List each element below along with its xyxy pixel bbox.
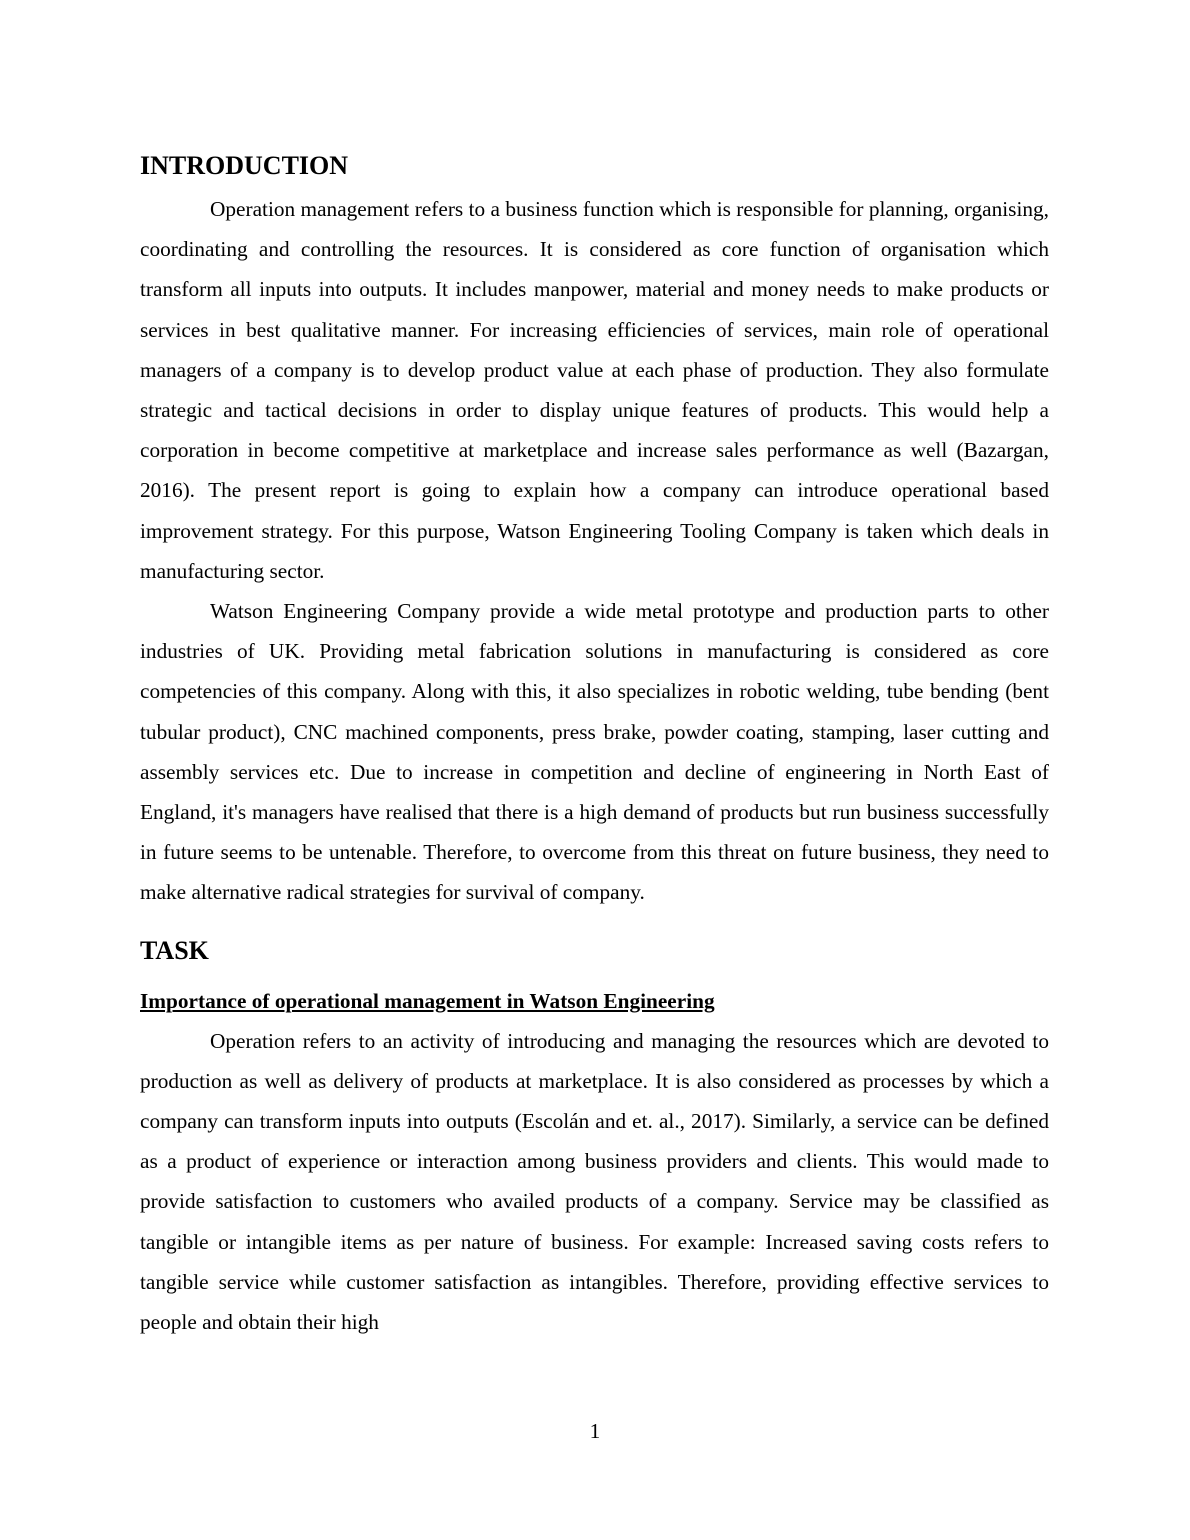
task-subheading: Importance of operational management in Watson Engineering (140, 988, 715, 1013)
document-page (140, 146, 1049, 1342)
task-heading: TASK (140, 935, 209, 965)
page-number: 1 (589, 1419, 601, 1443)
intro-paragraph-1: Operation management refers to a business function which is responsible for planning, organising, coordinating and controlling the resources. It is considered as core function of organisation which transform all inputs into outputs. It includes manpower, material and money needs to make products or services in best qualitative manner. For increasing efficiencies of services, main role of operational managers of a company is to develop product value at each phase of production. They also formulate strategic and tactical decisions in order to display unique features of products. This would help a corporation in become competitive at marketplace and increase sales performance as well (Bazargan, 2016). The present report is going to explain how a company can introduce operational based improvement strategy. For this purpose, Watson Engineering Tooling Company is taken which deals in manufacturing sector. (140, 197, 1049, 583)
introduction-heading: INTRODUCTION (140, 151, 349, 180)
intro-paragraph-2: Watson Engineering Company provide a wide metal prototype and production parts to other industries of UK. Providing metal fabrication solutions in manufacturing is considered as core competencies of this company. Along with this, it also specializes in robotic welding, tube bending (bent tubular product), CNC machined components, press brake, powder coating, stamping, laser cutting and assembly services etc. Due to increase in competition and decline of engineering in North East of England, it's managers have realised that there is a high demand of products but run business successfully in future seems to be untenable. Therefore, to overcome from this threat on future business, they need to make alternative radical strategies for survival of company. (140, 599, 1049, 905)
task-paragraph: Operation refers to an activity of introducing and managing the resources which are devoted to production as well as delivery of products at marketplace. It is also considered as processes by which a company can transform inputs into outputs (Escolán and et. al., 2017). Similarly, a service can be defined as a product of experience or interaction among business providers and clients. This would made to provide satisfaction to customers who availed products of a company. Service may be classified as tangible or intangible items as per nature of business. For example: Increased saving costs refers to tangible service while customer satisfaction as intangibles. Therefore, providing effective services to people and obtain their high (140, 1028, 1049, 1335)
